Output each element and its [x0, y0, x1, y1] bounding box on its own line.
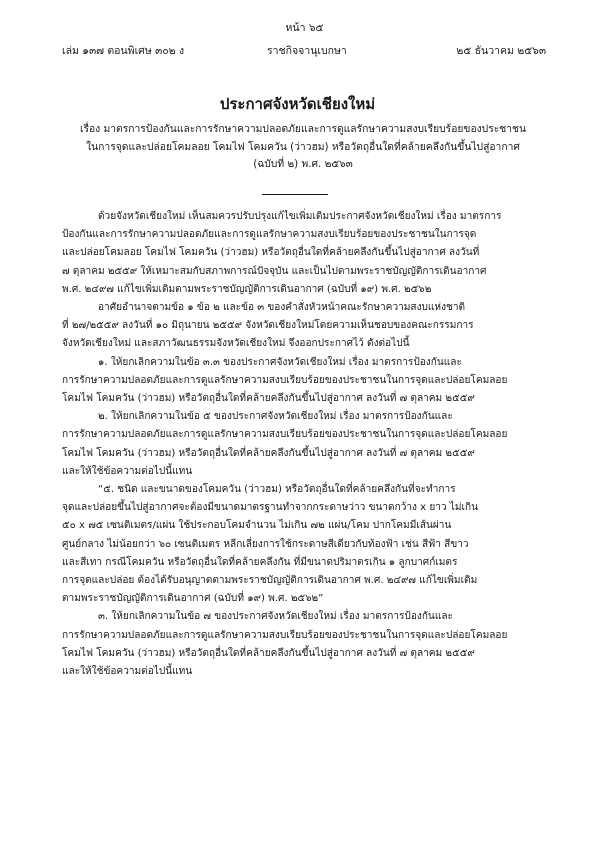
paragraph-line: อาศัยอำนาจตามข้อ ๑ ข้อ ๒ และข้อ ๓ ของคำสั่งหัวหน้าคณะรักษาความสงบแห่งชาติ [98, 302, 466, 314]
clause-5-replacement [62, 481, 546, 608]
paragraph-authority [62, 299, 546, 354]
volume-info: เล่ม ๑๓๗ ตอนพิเศษ ๓๐๒ ง [62, 45, 185, 57]
publication-date: ๒๕ ธันวาคม ๒๕๖๓ [456, 45, 546, 57]
paragraph-line: และให้ใช้ข้อความต่อไปนี้แทน [62, 666, 193, 678]
paragraph-line: โคมไฟ โคมควัน (ว่าวฮม) หรือวัตถุอื่นใดที่คล้ายคลึงกันขึ้นไปสู่อากาศ ลงวันที่ ๗ ตุลาคม ๒๕๕๙ [62, 393, 475, 405]
announcement-title: ประกาศจังหวัดเชียงใหม่ [219, 95, 376, 113]
clause-3 [62, 608, 546, 681]
paragraph-line: ป้องกันและการรักษาความปลอดภัยและการดูแลรักษาความสงบเรียบร้อยของประชาชนในการจุด [62, 229, 477, 241]
subject-line: (ฉบับที่ ๒) พ.ศ. ๒๕๖๓ [253, 158, 353, 170]
paragraph-line: การรักษาความปลอดภัยและการดูแลรักษาความสงบเรียบร้อยของประชาชนในการจุดและปล่อยโคมลอย [62, 374, 508, 386]
paragraph-line: ด้วยจังหวัดเชียงใหม่ เห็นสมควรปรับปรุงแก้ไขเพิ่มเติมประกาศจังหวัดเชียงใหม่ เรื่อง มาตรการ [98, 211, 502, 222]
paragraph-line: ๓. ให้ยกเลิกความในข้อ ๗ ของประกาศจังหวัดเชียงใหม่ เรื่อง มาตรการป้องกันและ [98, 611, 453, 623]
paragraph-line: และสีเทา กรณีโคมควัน หรือวัตถุอื่นใดที่คล้ายคลึงกัน ที่มีขนาดปริมาตรเกิน ๑ ลูกบาศก์เมตร [62, 556, 458, 568]
page-number: หน้า ๖๕ [285, 22, 324, 34]
paragraph-line: การจุดและปล่อย ต้องได้รับอนุญาตตามพระราชบัญญัติการเดินอากาศ พ.ศ. ๒๔๙๗ แก้ไขเพิ่มเติม [62, 575, 478, 587]
paragraph-line: ตามพระราชบัญญัติการเดินอากาศ (ฉบับที่ ๑๙) พ.ศ. ๒๕๖๒” [62, 593, 324, 605]
paragraph-line: จังหวัดเชียงใหม่ และสภาวัฒนธรรมจังหวัดเชียงใหม่ จึงออกประกาศไว้ ดังต่อไปนี้ [62, 338, 410, 350]
paragraph-preamble [62, 208, 546, 299]
subject-line: ในการจุดและปล่อยโคมลอย โคมไฟ โคมควัน (ว่าวฮม) หรือวัตถุอื่นใดที่คล้ายคลึงกันขึ้นไปสู่อากาศ [86, 140, 520, 153]
paragraph-line: และปล่อยโคมลอย โคมไฟ โคมควัน (ว่าวฮม) หรือวัตถุอื่นใดที่คล้ายคลึงกันขึ้นไปสู่อากาศ ลงวันที่ [62, 247, 480, 259]
paragraph-line: โคมไฟ โคมควัน (ว่าวฮม) หรือวัตถุอื่นใดที่คล้ายคลึงกันขึ้นไปสู่อากาศ ลงวันที่ ๗ ตุลาคม ๒๕๕๙ [62, 647, 475, 659]
publication-name: ราชกิจจานุเบกษา [267, 45, 347, 57]
paragraph-line: ที่ ๒๗/๒๕๕๙ ลงวันที่ ๑๐ มิถุนายน ๒๕๕๙ จังหวัดเชียงใหม่โดยความเห็นชอบของคณะกรรมการ [62, 320, 474, 332]
title-divider [262, 194, 328, 195]
subject-line: เรื่อง มาตรการป้องกันและการรักษาความปลอดภัยและการดูแลรักษาความสงบเรียบร้อยของประชาชน [79, 123, 527, 135]
paragraph-line: ๑. ให้ยกเลิกความในข้อ ๓.๓ ของประกาศจังหวัดเชียงใหม่ เรื่อง มาตรการป้องกันและ [98, 356, 462, 368]
paragraph-line: “๕. ชนิด และขนาดของโคมควัน (ว่าวฮม) หรือวัตถุอื่นใดที่คล้ายคลึงกันที่จะทำการ [98, 484, 456, 496]
paragraph-line: ๕๐ x ๗๕ เซนติเมตร/แผ่น ใช้ประกอบโคมจำนวน ไม่เกิน ๗๒ แผ่น/โคม ปากโคมมีเส้นผ่าน [62, 520, 452, 532]
paragraph-line: พ.ศ. ๒๔๙๗ แก้ไขเพิ่มเติมตามพระราชบัญญัติการเดินอากาศ (ฉบับที่ ๑๙) พ.ศ. ๒๕๖๒ [62, 283, 432, 295]
announcement-subject [68, 121, 538, 174]
clause-1 [62, 354, 546, 409]
paragraph-line: การรักษาความปลอดภัยและการดูแลรักษาความสงบเรียบร้อยของประชาชนในการจุดและปล่อยโคมลอย [62, 629, 508, 641]
paragraph-line: โคมไฟ โคมควัน (ว่าวฮม) หรือวัตถุอื่นใดที่คล้ายคลึงกันขึ้นไปสู่อากาศ ลงวันที่ ๗ ตุลาคม ๒๕๕๙ [62, 447, 475, 459]
clause-2 [62, 408, 546, 481]
paragraph-line: การรักษาความปลอดภัยและการดูแลรักษาความสงบเรียบร้อยของประชาชนในการจุดและปล่อยโคมลอย [62, 429, 508, 441]
paragraph-line: ๗ ตุลาคม ๒๕๕๙ ให้เหมาะสมกับสภาพการณ์ปัจจุบัน และเป็นไปตามพระราชบัญญัติการเดินอากาศ [62, 265, 487, 277]
paragraph-line: และให้ใช้ข้อความต่อไปนี้แทน [62, 465, 193, 477]
paragraph-line: ๒. ให้ยกเลิกความในข้อ ๕ ของประกาศจังหวัดเชียงใหม่ เรื่อง มาตรการป้องกันและ [98, 411, 453, 423]
document-body [62, 208, 546, 681]
paragraph-line: จุดและปล่อยขึ้นไปสู่อากาศจะต้องมีขนาดมาตรฐานทำจากกระดาษว่าว ขนาดกว้าง x ยาว ไม่เกิน [62, 502, 479, 514]
paragraph-line: ศูนย์กลาง ไม่น้อยกว่า ๖๐ เซนติเมตร หลีกเลี่ยงการใช้กระดาษสีเดียวกับท้องฟ้า เช่น สีฟ้า สีขาว [62, 538, 469, 550]
